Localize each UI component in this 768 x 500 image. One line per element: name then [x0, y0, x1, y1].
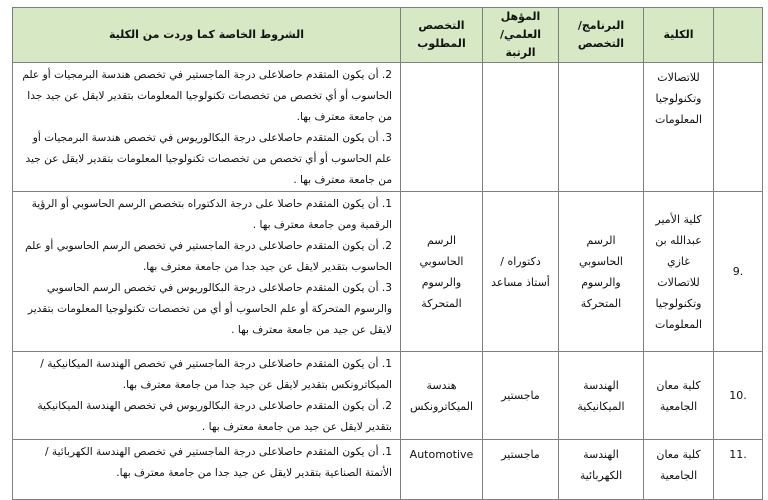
cell-program: الهندسة الميكانيكية	[559, 352, 644, 440]
table-row	[13, 352, 763, 440]
condition-item: 2. أن يكون المتقدم حاصلاعلى درجة البكالوريوس في تخصص الهندسة الميكانيكية بتقدير لايقل عن جيد من جامعة معترف بها .	[37, 400, 392, 433]
condition-item: 2. أن يكون المتقدم حاصلاعلى درجة الماجستير في تخصص الرسم الحاسوبي أو علم الحاسوب بتقدير لايقل عن جيد جدا من جامعة معترف بها.	[25, 240, 392, 273]
header-program: البرنامج/ التخصص	[559, 8, 644, 63]
cell-conditions	[13, 352, 401, 440]
cell-specialty: Automotive	[401, 440, 483, 500]
cell-qualification: ماجستير	[483, 352, 559, 440]
table-header-row	[13, 8, 763, 63]
condition-item: 1. أن يكون المتقدم حاصلاعلى درجة الماجستير في تخصص الهندسة الميكانيكية /الميكاترونكس بتقدير لايقل عن جيد جدا من جامعة معترف بها.	[40, 358, 392, 391]
cell-qualification: ماجستير	[483, 440, 559, 500]
cell-college: كلية معان الجامعية	[644, 440, 714, 500]
condition-item: 3. أن يكون المتقدم حاصلاعلى درجة البكالوريوس في تخصص هندسة البرمجيات أو علم الحاسوب أو أي تخصص من تخصصات تكنولوجيا المعلومات بتقدير لايقل عن جيد من جامعة معترف بها .	[25, 132, 392, 186]
positions-table	[12, 7, 763, 500]
header-college: الكلية	[644, 8, 714, 63]
header-conditions: الشروط الخاصة كما وردت من الكلية	[13, 8, 401, 63]
cell-specialty: الرسم الحاسوبي والرسوم المتحركة	[401, 192, 483, 352]
cell-college: كلية الأمير عبدالله بن غازي للاتصالات وتكنولوجيا المعلومات	[644, 192, 714, 352]
cell-specialty	[401, 63, 483, 192]
cell-specialty: هندسة الميكاترونكس	[401, 352, 483, 440]
cell-college: كلية معان الجامعية	[644, 352, 714, 440]
cell-program	[559, 63, 644, 192]
table-row	[13, 192, 763, 352]
table-row	[13, 440, 763, 500]
cell-qualification	[483, 63, 559, 192]
cell-num	[714, 63, 763, 192]
cell-qualification: دكتوراه / أستاذ مساعد	[483, 192, 559, 352]
cell-conditions	[13, 63, 401, 192]
header-specialty: التخصص المطلوب	[401, 8, 483, 63]
condition-item: 1. أن يكون المتقدم حاصلاعلى درجة الماجستير في تخصص الهندسة الكهربائية /الأتمتة الصناعية بتقدير لايقل عن جيد جدا من جامعة معترف بها.	[44, 446, 392, 479]
cell-program: الهندسة الكهربائية	[559, 440, 644, 500]
condition-item: 2. أن يكون المتقدم حاصلاعلى درجة الماجستير في تخصص هندسة البرمجيات أو علم الحاسوب أو أي تخصص من تخصصات تكنولوجيا المعلومات بتقدير لايقل عن جيد جدا من جامعة معترف بها.	[22, 69, 392, 123]
cell-num: .10	[714, 352, 763, 440]
condition-item: 3. أن يكون المتقدم حاصلاعلى درجة البكالوريوس في تخصص الرسم الحاسوبي والرسوم المتحركة أو علم الحاسوب أو أي من تخصصات تكنولوجيا المعلومات بتقدير لايقل عن جيد من جامعة معترف بها .	[27, 282, 392, 336]
cell-num: .9	[714, 192, 763, 352]
cell-num: .11	[714, 440, 763, 500]
cell-college: للاتصالات وتكنولوجيا المعلومات	[644, 63, 714, 192]
header-num	[714, 8, 763, 63]
header-qualification: المؤهل العلمي/الرتبة	[483, 8, 559, 63]
cell-conditions	[13, 192, 401, 352]
cell-conditions	[13, 440, 401, 500]
cell-program: الرسم الحاسوبي والرسوم المتحركة	[559, 192, 644, 352]
condition-item: 1. أن يكون المتقدم حاصلا على درجة الدكتوراه بتخصص الرسم الحاسوبي أو الرؤية الرقمية ومن جامعة معترف بها .	[31, 198, 392, 231]
table-row	[13, 63, 763, 192]
